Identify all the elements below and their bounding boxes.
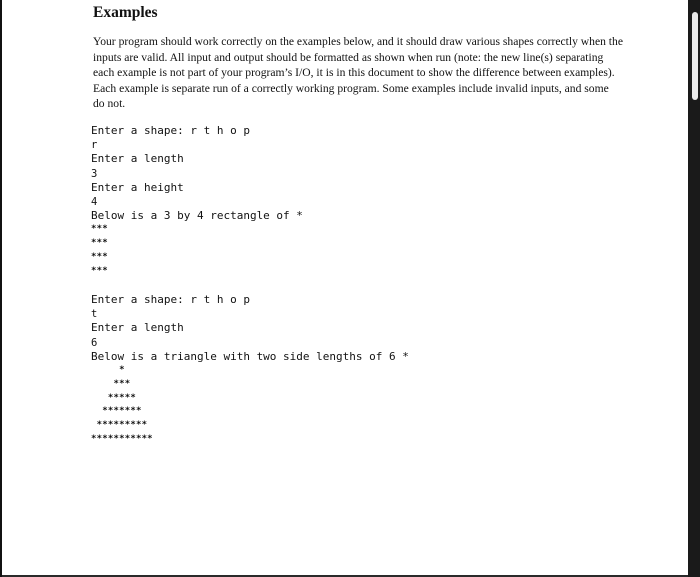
shape-row: ********* bbox=[91, 420, 148, 431]
shape-row: *** bbox=[91, 265, 108, 276]
input-shape: t bbox=[91, 308, 98, 321]
shape-row: * bbox=[91, 364, 125, 375]
prompt-shape: Enter a shape: r t h o p bbox=[91, 124, 250, 137]
input-length: 3 bbox=[91, 167, 98, 180]
instructions-paragraph: Your program should work correctly on the examples below, and it should draw various shapes correctly when the inputs are valid. All input and output should be formatted as shown when run (note: the new line(s) separating each example is not part of your program’s I/O, it is in this document to show the difference between examples). Each example is separate run of a correctly working program. Some examples include invalid inputs, and some do not. bbox=[93, 35, 623, 110]
example-triangle bbox=[91, 293, 409, 447]
shape-row: *** bbox=[91, 238, 108, 249]
scrollbar-track[interactable] bbox=[688, 0, 700, 577]
shape-row: *** bbox=[91, 251, 108, 262]
prompt-height: Enter a height bbox=[91, 180, 184, 194]
prompt-length: Enter a length bbox=[91, 321, 184, 335]
result-line: Below is a 3 by 4 rectangle of * bbox=[91, 209, 303, 223]
shape-row: ***** bbox=[91, 392, 136, 403]
result-line: Below is a triangle with two side lengths of 6 * bbox=[91, 349, 409, 363]
shape-row: *** bbox=[91, 224, 108, 235]
shape-row: *** bbox=[91, 378, 131, 389]
input-height: 4 bbox=[91, 195, 98, 208]
shape-row: ******* bbox=[91, 406, 142, 417]
prompt-shape: Enter a shape: r t h o p bbox=[91, 293, 250, 306]
scrollbar-thumb[interactable] bbox=[692, 12, 698, 100]
shape-row: *********** bbox=[91, 433, 153, 444]
left-window-edge bbox=[0, 0, 2, 577]
input-length: 6 bbox=[91, 336, 98, 349]
prompt-length: Enter a length bbox=[91, 152, 184, 166]
document-body bbox=[93, 4, 623, 112]
input-shape: r bbox=[91, 139, 98, 152]
example-rectangle bbox=[91, 124, 303, 279]
section-heading: Examples bbox=[93, 4, 158, 21]
